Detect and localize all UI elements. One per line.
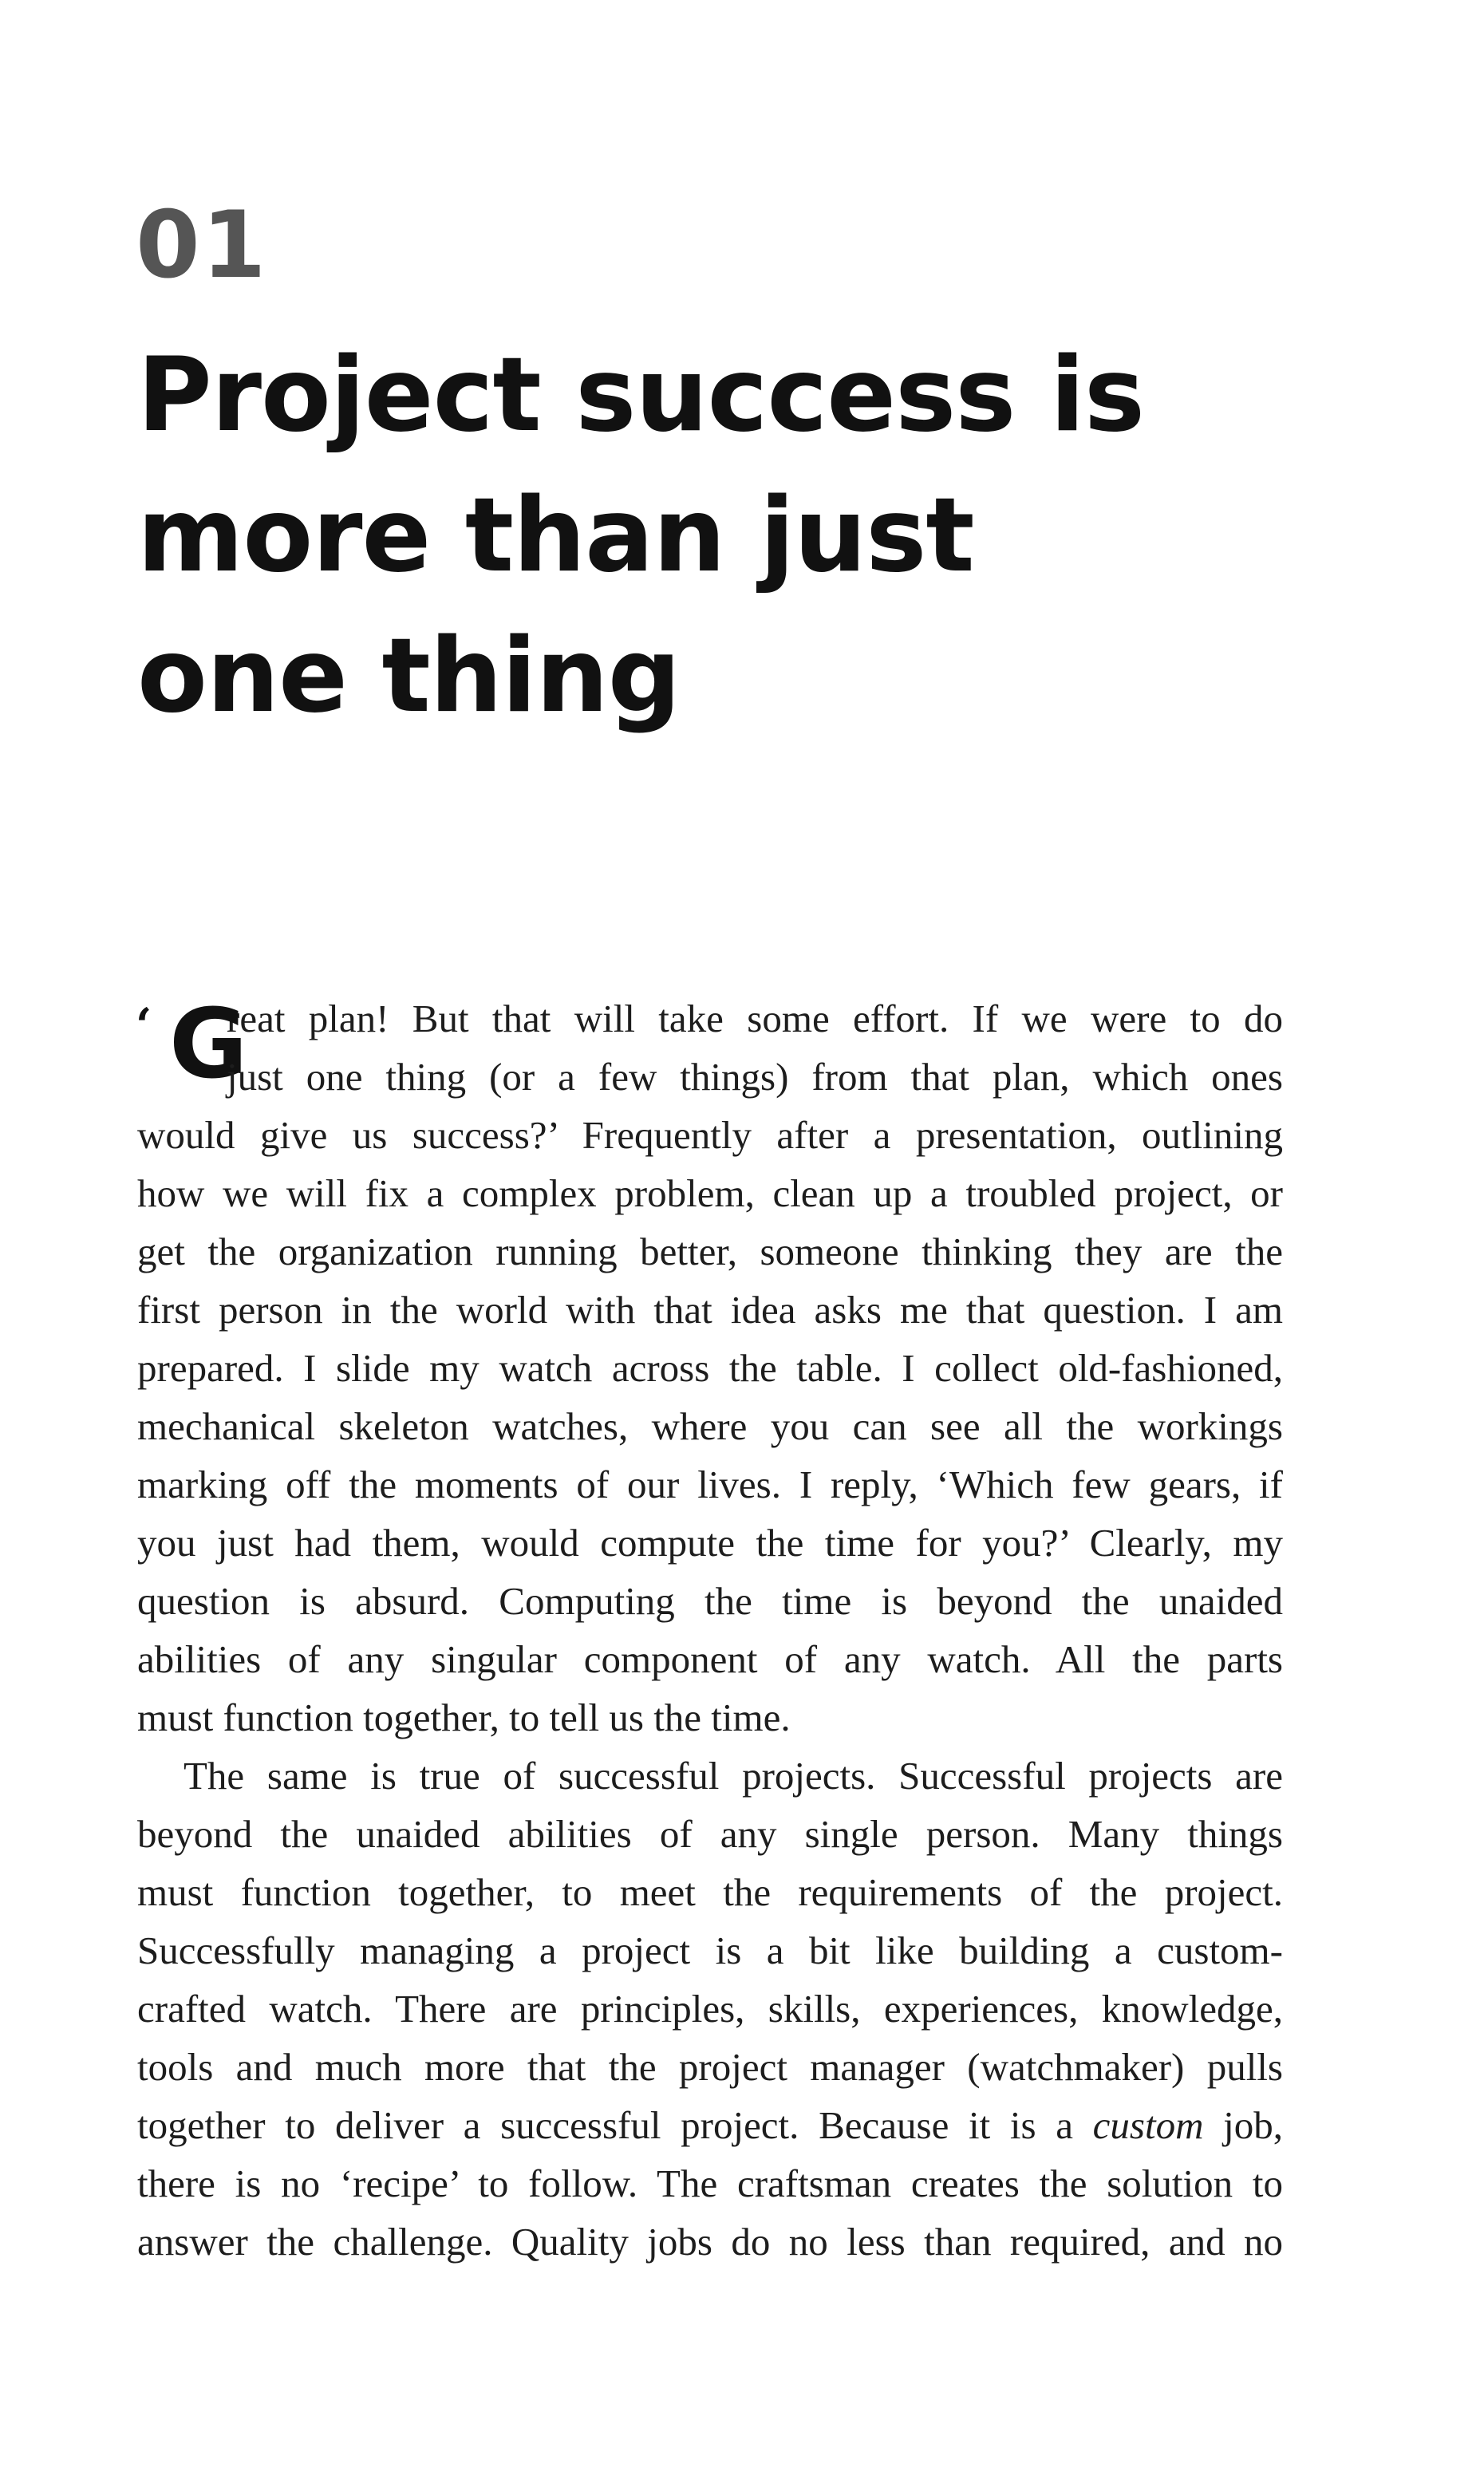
chapter-title-line: more than just xyxy=(137,476,974,595)
body-line: tools and much more that the project manager (watchmaker) pulls xyxy=(137,2045,1283,2089)
body-line: marking off the moments of our lives. I reply, ‘Which few gears, if xyxy=(137,1463,1283,1506)
body-line: how we will fix a complex problem, clean up a troubled project, or xyxy=(137,1171,1283,1215)
chapter-number: 01 xyxy=(136,191,268,299)
body-line-mixed xyxy=(137,2096,1283,2154)
body-line-text: together to deliver a successful project. Because it is a xyxy=(137,2103,1073,2147)
body-line: beyond the unaided abilities of any single person. Many things xyxy=(137,1812,1283,1856)
chapter-title xyxy=(137,326,1254,747)
body-line: mechanical skeleton watches, where you can see all the workings xyxy=(137,1404,1283,1448)
body-line: answer the challenge. Quality jobs do no less than required, and no xyxy=(137,2220,1283,2264)
body-line: there is no ‘recipe’ to follow. The craftsman creates the solution to xyxy=(137,2161,1283,2205)
body-line: Successfully managing a project is a bit like building a custom- xyxy=(137,1928,1283,1972)
drop-cap-letter: G xyxy=(169,989,248,1100)
body-line: prepared. I slide my watch across the table. I collect old-fashioned, xyxy=(137,1346,1283,1390)
body-line: The same is true of successful projects. Successful projects are xyxy=(184,1754,1283,1798)
body-line: must function together, to meet the requirements of the project. xyxy=(137,1870,1283,1914)
body-line: get the organization running better, someone thinking they are the xyxy=(137,1230,1283,1273)
chapter-title-line: Project success is xyxy=(137,336,1145,455)
emphasis-text: custom xyxy=(1092,2103,1204,2147)
body-text xyxy=(137,989,1283,2271)
body-line: first person in the world with that idea asks me that question. I am xyxy=(137,1288,1283,1332)
body-line: abilities of any singular component of any watch. All the parts xyxy=(137,1637,1283,1681)
body-line: just one thing (or a few things) from that plan, which ones xyxy=(227,1055,1283,1099)
body-line-text: reat plan! But that will take some effort. If we were to do xyxy=(227,997,1283,1040)
chapter-title-line: one thing xyxy=(137,617,681,736)
body-line: crafted watch. There are principles, skills, experiences, knowledge, xyxy=(137,1987,1283,2031)
body-line: question is absurd. Computing the time is beyond the unaided xyxy=(137,1579,1283,1623)
body-line: must function together, to tell us the time. xyxy=(137,1695,791,1739)
drop-cap-quote: ‘ xyxy=(136,998,152,1052)
body-line-text: job, xyxy=(1223,2103,1284,2147)
body-line: you just had them, would compute the time for you?’ Clearly, my xyxy=(137,1521,1283,1565)
body-line: would give us success?’ Frequently after a presentation, outlining xyxy=(137,1113,1283,1157)
